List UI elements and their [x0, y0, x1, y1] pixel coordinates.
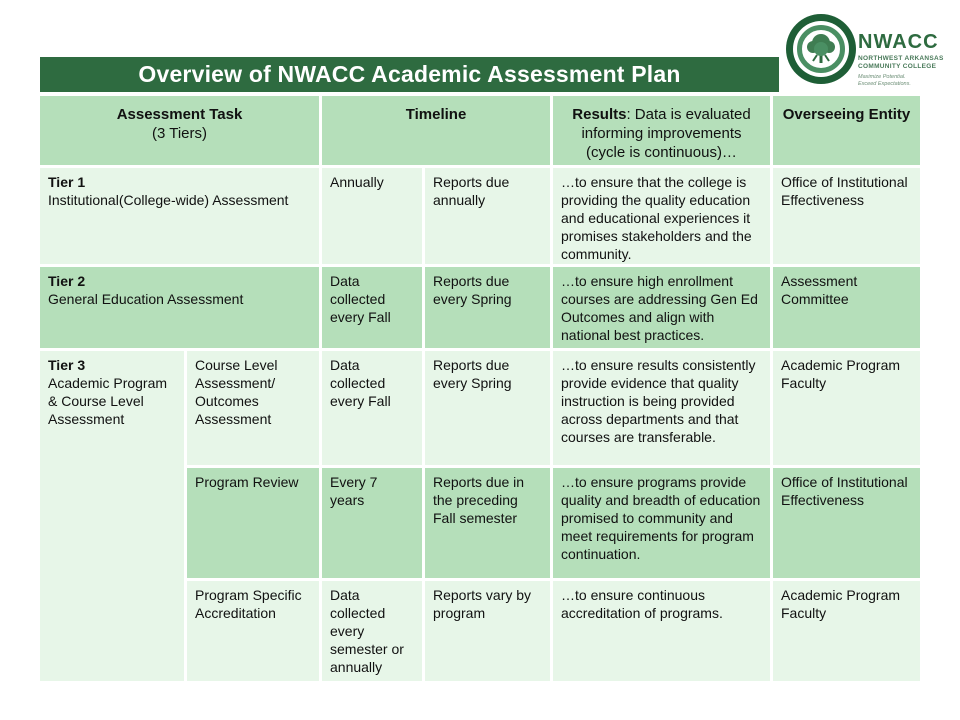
- tier1-timeline-collection-cell: Annually: [322, 168, 422, 264]
- tier1-timeline-reports-cell: Reports due annually: [425, 168, 550, 264]
- page-title: Overview of NWACC Academic Assessment Plan: [40, 57, 779, 92]
- tier1-results-cell: …to ensure that the college is providing the quality education and educational experiences it promises stakeholders and the community.: [553, 168, 770, 264]
- header-overseeing-entity: Overseeing Entity: [773, 96, 920, 165]
- tier3-program-review-results-cell: …to ensure programs provide quality and breadth of education promised to community and meet requirements for program continuation.: [553, 468, 770, 578]
- assessment-plan-table: [40, 96, 920, 681]
- tier3-accreditation-timeline-reports-cell: Reports vary by program: [425, 581, 550, 681]
- tier3-task-cell: Tier 3 Academic Program & Course Level Assessment: [40, 351, 184, 681]
- tree-icon: [803, 31, 839, 67]
- tier2-task-cell: Tier 2 General Education Assessment: [40, 267, 319, 348]
- tier3-program-review-subtask-cell: Program Review: [187, 468, 319, 578]
- header-timeline: Timeline: [322, 96, 550, 165]
- tier3-accreditation-overseeing-cell: Academic Program Faculty: [773, 581, 920, 681]
- tier1-task-cell: Tier 1 Institutional(College-wide) Assessment: [40, 168, 319, 264]
- logo-acronym: NWACC: [858, 31, 939, 53]
- tier3-course-level-timeline-reports-cell: Reports due every Spring: [425, 351, 550, 465]
- nwacc-logo: [786, 12, 956, 92]
- tier2-timeline-reports-cell: Reports due every Spring: [425, 267, 550, 348]
- tier1-overseeing-cell: Office of Institutional Effectiveness: [773, 168, 920, 264]
- tier3-course-level-results-cell: …to ensure results consistently provide evidence that quality instruction is being provided across departments and that courses are transferable.: [553, 351, 770, 465]
- header-results: Results: Data is evaluated informing improvements (cycle is continuous)…: [553, 96, 770, 165]
- logo-name: NORTHWEST ARKANSAS COMMUNITY COLLEGE: [858, 55, 944, 71]
- tier3-accreditation-subtask-cell: Program Specific Accreditation: [187, 581, 319, 681]
- tier2-timeline-collection-cell: Data collected every Fall: [322, 267, 422, 348]
- tier3-course-level-timeline-collection-cell: Data collected every Fall: [322, 351, 422, 465]
- header-assessment-task: Assessment Task (3 Tiers): [40, 96, 319, 165]
- tier3-accreditation-timeline-collection-cell: Data collected every semester or annually: [322, 581, 422, 681]
- tier3-accreditation-results-cell: …to ensure continuous accreditation of programs.: [553, 581, 770, 681]
- logo-text-block: [858, 32, 956, 89]
- tier2-overseeing-cell: Assessment Committee: [773, 267, 920, 348]
- tier3-program-review-timeline-collection-cell: Every 7 years: [322, 468, 422, 578]
- tier3-course-level-overseeing-cell: Academic Program Faculty: [773, 351, 920, 465]
- tier3-program-review-timeline-reports-cell: Reports due in the preceding Fall semester: [425, 468, 550, 578]
- tier3-course-level-subtask-cell: Course Level Assessment/ Outcomes Assessment: [187, 351, 319, 465]
- logo-tagline: Maximize Potential. Exceed Expectations.: [858, 74, 911, 88]
- tier3-program-review-overseeing-cell: Office of Institutional Effectiveness: [773, 468, 920, 578]
- tier2-results-cell: …to ensure high enrollment courses are addressing Gen Ed Outcomes and align with national best practices.: [553, 267, 770, 348]
